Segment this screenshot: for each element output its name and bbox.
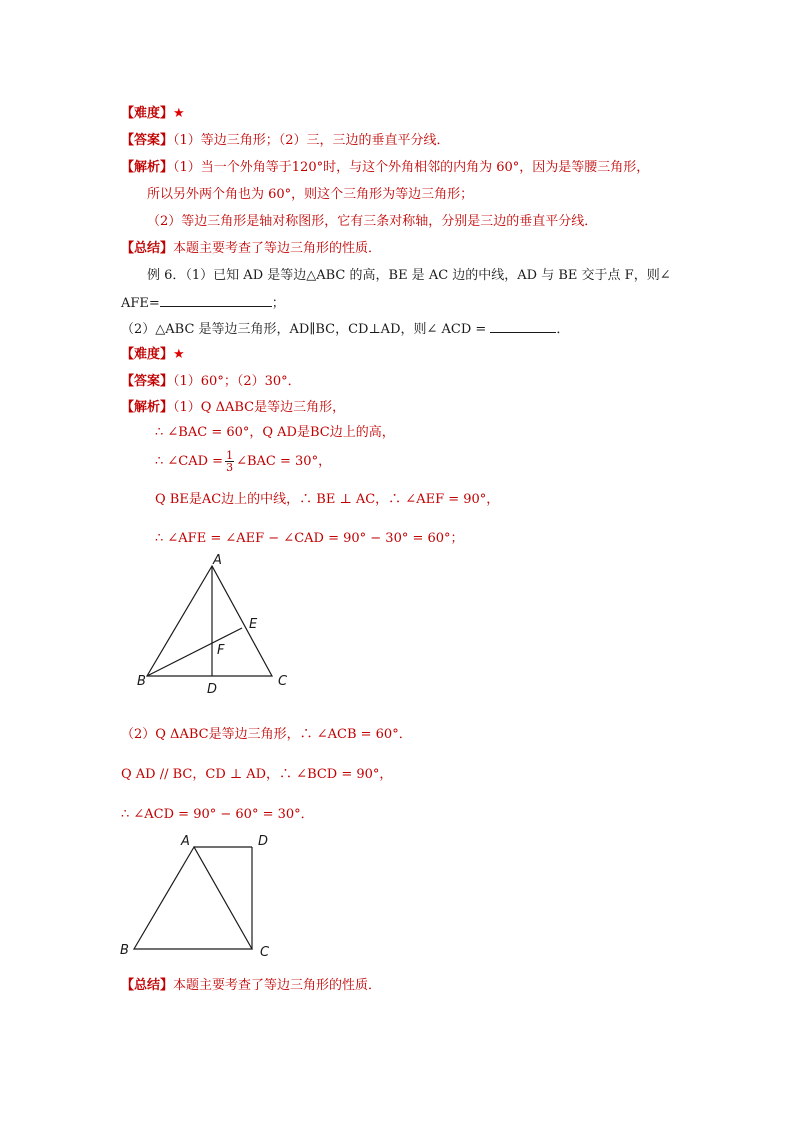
analysis-step-5: ∴ ∠AFE = ∠AEF − ∠CAD = 90° − 30° = 60°； [155, 531, 464, 546]
answer-line-1 [121, 132, 450, 150]
answer-line-2 [121, 373, 301, 391]
part2-line-2: Q AD // BC，CD ⊥ AD，∴ ∠BCD = 90°， [121, 767, 393, 782]
label-A-2: A [181, 834, 190, 849]
analysis-step-1: （1）Q ΔABC是等边三角形， [173, 400, 346, 415]
example6-question-2 [121, 294, 285, 313]
label-D: D [207, 682, 218, 697]
example6-suffix-2: ； [271, 296, 285, 311]
analysis-text-2: 所以另外两个角也为 60°，则这个三角形为等边三角形； [147, 187, 474, 202]
example6-prefix-3: （2）△ABC 是等边三角形，AD∥BC，CD⊥AD，则∠ ACD = [121, 322, 487, 337]
label-B-2: B [120, 943, 129, 958]
triangle-abc-outline-2 [134, 847, 252, 949]
analysis-step-3-prefix: ∴ ∠CAD = [155, 454, 224, 469]
analysis-text-1: （1）当一个外角等于120°时，与这个外角相邻的内角为 60°，因为是等腰三角形， [173, 160, 650, 175]
answer-tag: 【答案】 [121, 133, 174, 148]
summary-text: 本题主要考查了等边三角形的性质． [173, 241, 382, 256]
fraction-denominator: 3 [226, 461, 234, 474]
fraction-numerator: 1 [226, 449, 234, 462]
label-C: C [278, 674, 288, 689]
part2-line-1: （2）Q ΔABC是等边三角形，∴ ∠ACB = 60°． [121, 727, 412, 742]
analysis-step-4: Q BE是AC边上的中线，∴ BE ⊥ AC，∴ ∠AEF = 90°， [155, 492, 500, 507]
answer-text-2: （1）60°；（2）30°． [173, 374, 301, 389]
answer-blank-2 [490, 320, 556, 333]
figure-triangle-abc-rectangle-d [115, 828, 285, 963]
analysis-tag: 【解析】 [121, 160, 174, 175]
part2-line-3: ∴ ∠ACD = 90° − 60° = 30°． [121, 807, 314, 822]
analysis-step-3-suffix: ∠BAC = 30°， [236, 454, 332, 469]
analysis-line-1 [121, 159, 649, 177]
answer-text: （1）等边三角形；（2）三，三边的垂直平分线． [173, 133, 450, 148]
summary-line-1 [121, 240, 381, 258]
label-B: B [137, 674, 146, 689]
analysis-step-2: ∴ ∠BAC = 60°，Q AD是BC边上的高， [155, 425, 395, 440]
analysis-line-2 [121, 399, 345, 417]
summary-tag-2: 【总结】 [121, 978, 174, 993]
label-E: E [249, 617, 258, 632]
example6-question-1: 例 6．（1）已知 AD 是等边△ABC 的高，BE 是 AC 边的中线，AD 与 BE 交于点 F，则∠ [147, 268, 671, 283]
analysis-step-3 [155, 450, 331, 473]
answer-blank-1 [160, 294, 272, 307]
summary-text-2: 本题主要考查了等边三角形的性质． [173, 978, 382, 993]
difficulty-tag: 【难度】 [121, 106, 174, 121]
star-icon: ★ [173, 106, 185, 121]
label-A: A [213, 553, 222, 568]
example6-prefix-2: AFE= [121, 296, 160, 311]
analysis-tag-2: 【解析】 [121, 400, 174, 415]
difficulty-tag-2: 【难度】 [121, 347, 174, 362]
difficulty-line-2 [121, 346, 185, 364]
label-D-2: D [258, 834, 269, 849]
fraction-one-third [225, 450, 234, 473]
summary-tag: 【总结】 [121, 241, 174, 256]
label-F: F [217, 643, 225, 658]
answer-tag-2: 【答案】 [121, 374, 174, 389]
summary-line-2 [121, 977, 381, 995]
example6-suffix-3: ． [556, 322, 570, 337]
analysis-text-3: （2）等边三角形是轴对称图形，它有三条对称轴，分别是三边的垂直平分线． [147, 214, 598, 229]
star-icon-2: ★ [173, 347, 185, 362]
figure-triangle-abc-altitude-median [125, 552, 305, 702]
difficulty-line-1 [121, 105, 185, 123]
label-C-2: C [260, 945, 270, 960]
example6-question-3 [121, 320, 569, 339]
